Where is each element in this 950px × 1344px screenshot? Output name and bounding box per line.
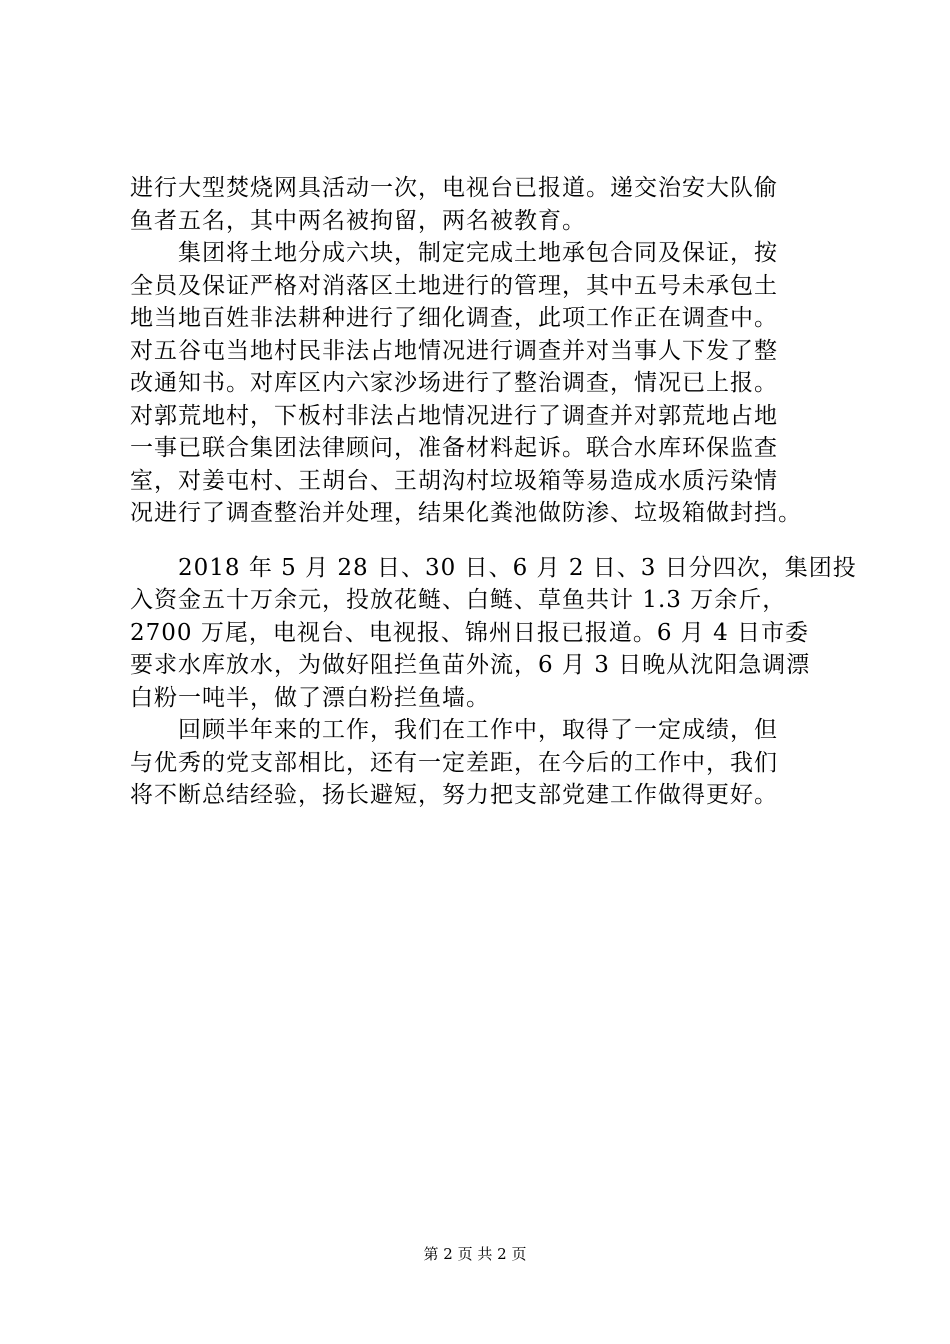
text-line: 入资金五十万余元，投放花鲢、白鲢、草鱼共计 1.3 万余斤， [130,587,787,613]
text-line: 对郭荒地村，下板村非法占地情况进行了调查并对郭荒地占地 [130,402,778,429]
text-line: 改通知书。对库区内六家沙场进行了整治调查，情况已上报。 [130,370,778,396]
text-line: 2018 年 5 月 28 日、30 日、6 月 2 日、3 日分四次，集团投 [130,554,857,581]
text-line: 一事已联合集团法律顾问，准备材料起诉。联合水库环保监查 [130,435,778,461]
document-body [130,172,857,812]
text-line: 全员及保证严格对消落区土地进行的管理，其中五号未承包土 [130,272,778,299]
paragraph-4 [130,714,850,812]
text-line: 回顾半年来的工作，我们在工作中，取得了一定成绩，但 [130,717,778,743]
text-line: 对五谷屯当地村民非法占地情况进行调查并对当事人下发了整 [130,337,778,364]
text-line: 况进行了调查整治并处理，结果化粪池做防渗、垃圾箱做封挡。 [130,500,802,526]
page-footer: 第 2 页 共 2 页 [423,1245,527,1263]
paragraph-2 [130,237,850,530]
text-line: 室，对姜屯村、王胡台、王胡沟村垃圾箱等易造成水质污染情 [130,467,778,494]
text-line: 鱼者五名，其中两名被拘留，两名被教育。 [130,207,586,234]
text-line: 2700 万尾，电视台、电视报、锦州日报已报道。6 月 4 日市委 [130,619,810,646]
text-line: 要求水库放水，为做好阻拦鱼苗外流，6 月 3 日晚从沈阳急调漂 [130,652,811,678]
text-line: 进行大型焚烧网具活动一次，电视台已报道。递交治安大队偷 [130,175,778,201]
text-line: 集团将土地分成六块，制定完成土地承包合同及保证，按 [130,240,778,266]
text-line: 地当地百姓非法耕种进行了细化调查，此项工作正在调查中。 [130,305,778,331]
paragraph-1 [130,172,850,237]
paragraph-3 [130,552,857,715]
text-line: 与优秀的党支部相比，还有一定差距，在今后的工作中，我们 [130,749,778,776]
text-line: 白粉一吨半，做了漂白粉拦鱼墙。 [130,684,490,711]
text-line: 将不断总结经验，扬长避短，努力把支部党建工作做得更好。 [130,782,778,808]
paragraph-spacer [130,530,850,552]
